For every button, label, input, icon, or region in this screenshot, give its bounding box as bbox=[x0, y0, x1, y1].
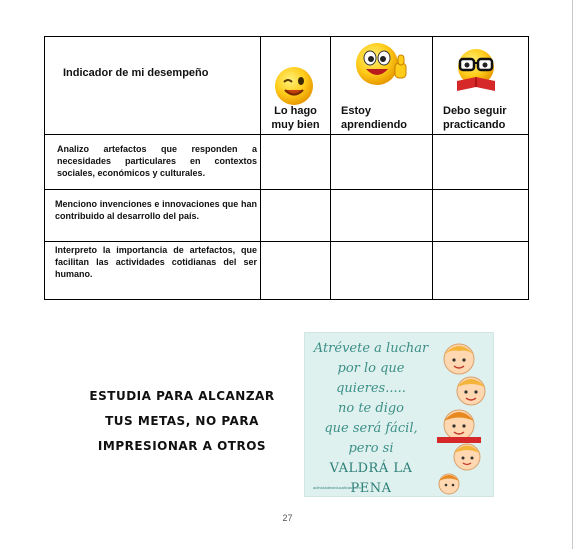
reading-face-icon bbox=[451, 47, 501, 93]
children-faces-illustration bbox=[429, 333, 493, 496]
table-row bbox=[45, 190, 529, 242]
table-row bbox=[45, 242, 529, 300]
poster-text: Atrévete a luchar por lo que quieres..... no te digo que será fácil, pero si VALDRÁ LA PENA bbox=[313, 341, 429, 496]
level-cell-very-good bbox=[261, 37, 331, 135]
level-cell-keep-practicing bbox=[433, 37, 529, 135]
child-face bbox=[437, 410, 481, 443]
level-label-very-good: Lo hago muy bien bbox=[271, 105, 320, 131]
indicator-cell: Menciono invenciones e innovaciones que han contribuido al desarrollo del país. bbox=[45, 190, 261, 242]
header-title: Indicador de mi desempeño bbox=[63, 67, 209, 79]
rating-cell[interactable] bbox=[331, 190, 433, 242]
child-face bbox=[444, 344, 474, 374]
rating-cell[interactable] bbox=[261, 242, 331, 300]
level-cell-learning bbox=[331, 37, 433, 135]
child-face bbox=[439, 474, 459, 494]
rating-cell[interactable] bbox=[261, 190, 331, 242]
page-edge bbox=[572, 0, 573, 549]
thumbs-up-face-icon bbox=[353, 41, 411, 89]
poster-site-caption: actividadeseducativas.com bbox=[313, 485, 361, 490]
level-label-learning: Estoy aprendiendo bbox=[341, 105, 408, 131]
rating-cell[interactable] bbox=[261, 135, 331, 190]
motivational-poster bbox=[304, 332, 494, 497]
rating-cell[interactable] bbox=[433, 242, 529, 300]
winking-face-icon bbox=[273, 65, 315, 107]
rating-cell[interactable] bbox=[331, 135, 433, 190]
rating-cell[interactable] bbox=[433, 135, 529, 190]
indicator-cell: Interpreto la importancia de artefactos, que facilitan las actividades cotidianas del ser humano. bbox=[45, 242, 261, 300]
page-number: 27 bbox=[282, 513, 293, 523]
level-label-keep-practicing: Debo seguir practicando bbox=[443, 105, 507, 131]
rating-cell[interactable] bbox=[433, 190, 529, 242]
table-row bbox=[45, 135, 529, 190]
motivational-motto: ESTUDIA PARA ALCANZAR TUS METAS, NO PARA IMPRESIONAR A OTROS bbox=[89, 389, 275, 453]
child-face bbox=[457, 377, 485, 405]
table-header-row bbox=[45, 37, 529, 135]
performance-rubric-table bbox=[44, 36, 529, 300]
child-face bbox=[454, 444, 480, 470]
header-indicator-cell bbox=[45, 37, 261, 135]
rating-cell[interactable] bbox=[331, 242, 433, 300]
indicator-cell: Analizo artefactos que responden a necesidades particulares en contextos sociales, económicos y culturales. bbox=[45, 135, 261, 190]
